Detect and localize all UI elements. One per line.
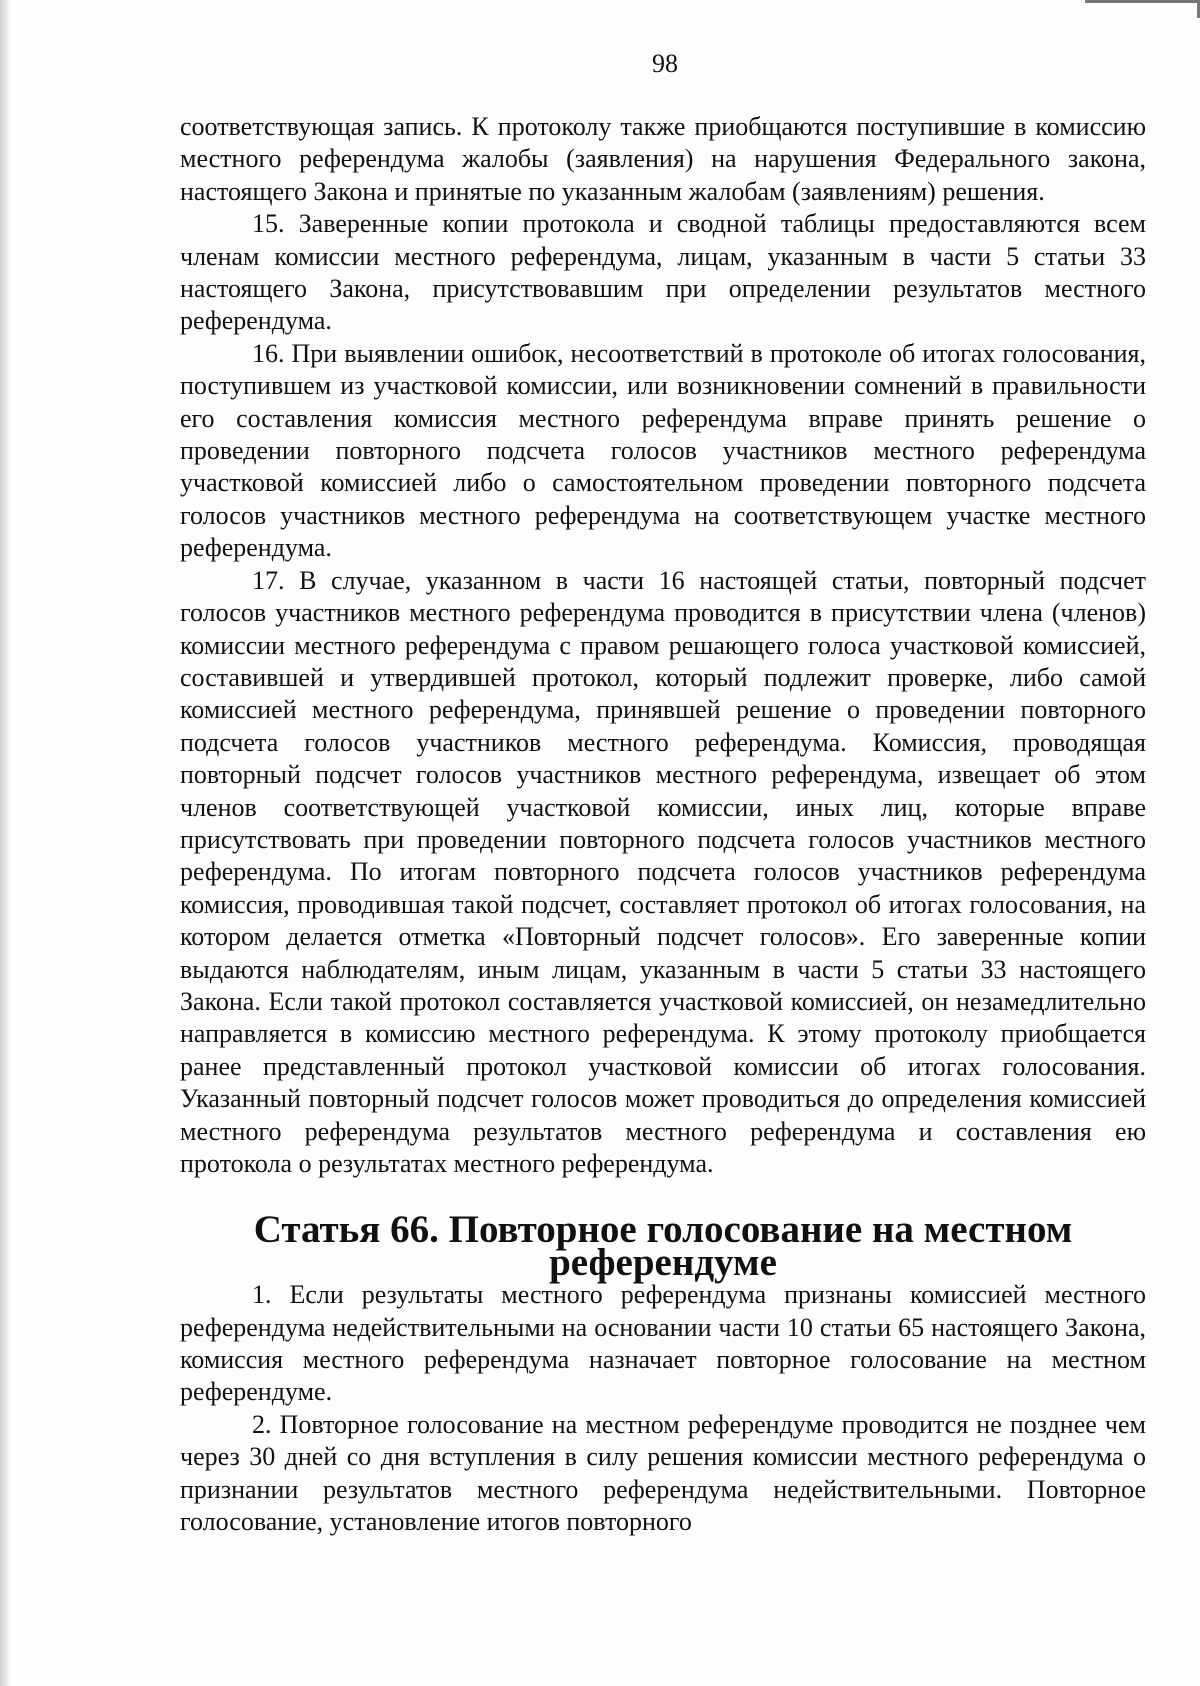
document-body xyxy=(180,111,1146,1538)
paragraph-continuation: соответствующая запись. К протоколу также приобщаются поступившие в комиссию местного референдума жалобы (заявления) на нарушения Федерального закона, настоящего Закона и принятые по указанным жалобам (заявлениям) решения. xyxy=(180,112,1146,206)
article-heading: Статья 66. Повторное голосование на местном референдуме xyxy=(253,1208,1073,1284)
article-item-1: 1. Если результаты местного референдума признаны комиссией местного референдума недействительными на основании части 10 статьи 65 настоящего Закона, комиссия местного референдума назначает повторное голосование на местном референдуме. xyxy=(180,1280,1146,1407)
paragraph-item-15: 15. Заверенные копии протокола и сводной таблицы предоставляются всем членам комиссии местного референдума, лицам, указанным в части 5 статьи 33 настоящего Закона, присутствовавшим при определении результатов местного референдума. xyxy=(180,209,1146,336)
paragraph-item-16: 16. При выявлении ошибок, несоответствий в протоколе об итогах голосования, поступившем из участковой комиссии, или возникновении сомнений в правильности его составления комиссия местного референдума вправе принять решение о проведении повторного подсчета голосов участников местного референдума участковой комиссией либо о самостоятельном проведении повторного подсчета голосов участников местного референдума на соответствующем участке местного референдума. xyxy=(180,338,1146,563)
article-item-2: 2. Повторное голосование на местном референдуме проводится не позднее чем через 30 дней со дня вступления в силу решения комиссии местного референдума о признании результатов местного референдума недействительными. Повторное голосование, установление итогов повторного xyxy=(180,1409,1146,1537)
paragraph-item-17: 17. В случае, указанном в части 16 настоящей статьи, повторный подсчет голосов участников местного референдума проводится в присутствии члена (членов) комиссии местного референдума с правом решающего голоса участковой комиссией, составившей и утвердившей протокол, который подлежит проверке, либо самой комиссией местного референдума, принявшей решение о проведении повторного подсчета голосов участников местного референдума. Комиссия, проводящая повторный подсчет голосов участников местного референдума, извещает об этом членов соответствующей участковой комиссии, иных лиц, которые вправе присутствовать при проведении повторного подсчета голосов участников местного референдума. По итогам повторного подсчета голосов участников референдума комиссия, проводившая такой подсчет, составляет протокол об итогах голосования, на котором делается отметка «Повторный подсчет голосов». Его заверенные копии выдаются наблюдателям, иным лицам, указанным в части 5 статьи 33 настоящего Закона. Если такой протокол составляется участковой комиссией, он незамедлительно направляется в комиссию местного референдума. К этому протоколу приобщается ранее представленный протокол участковой комиссии об итогах голосования. Указанный повторный подсчет голосов может проводиться до определения комиссией местного референдума результатов местного референдума и составления ею протокола о результатах местного референдума. xyxy=(180,565,1146,1178)
scan-edge-line xyxy=(1085,0,1200,3)
page-number: 98 xyxy=(652,49,678,78)
